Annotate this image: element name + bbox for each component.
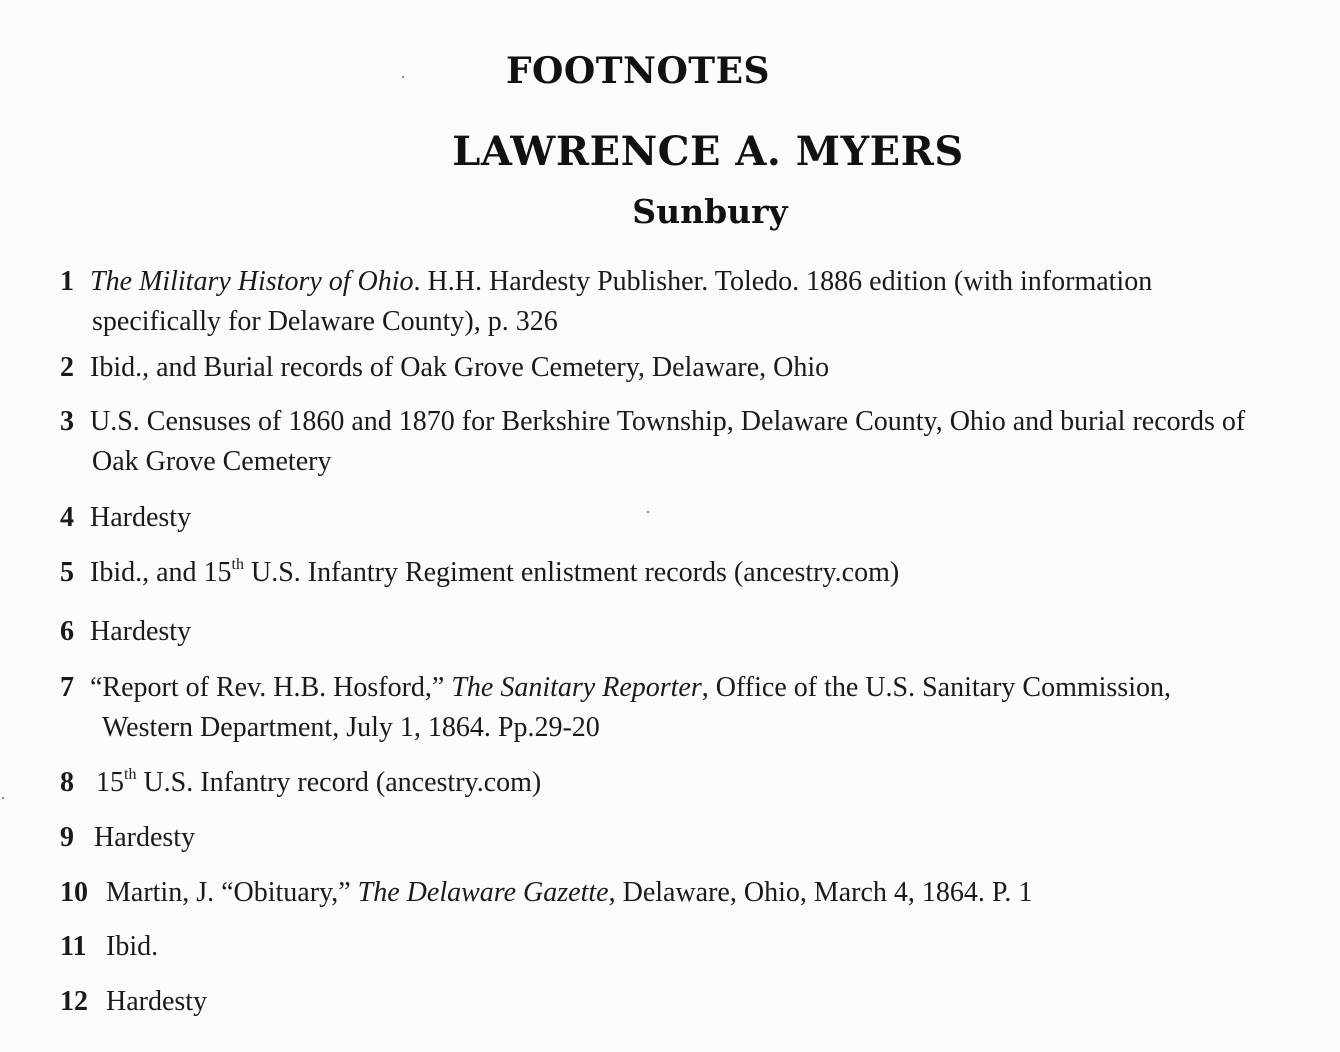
footnote-text: , Delaware, Ohio, March 4, 1864. P. 1 [608,877,1033,908]
footnote-number: 8 [60,767,74,798]
work-title: The Delaware Gazette [357,877,609,908]
footnote-text: Hardesty [106,986,208,1017]
footnote-text: . H.H. Hardesty Publisher. Toledo. 1886 edition (with information [413,266,1153,297]
footnote-text: Ibid. [106,931,159,962]
footnote-text: U.S. Censuses of 1860 and 1870 for Berkshire Township, Delaware County, Ohio and burial records of [90,406,1246,437]
page-heading: FOOTNOTES [505,50,771,92]
footnote-number: 9 [60,822,74,853]
person-name: LAWRENCE A. MYERS [452,128,964,175]
footnote-number: 6 [60,616,74,647]
footnote-number: 2 [60,352,74,383]
place-name: Sunbury [632,192,788,231]
footnote-number: 7 [60,672,74,703]
footnote-text-lead: Ibid., and 15 [90,557,232,588]
footnote-4 [60,498,191,538]
footnote-text: Hardesty [90,502,192,533]
footnote-number: 3 [60,406,74,437]
footnote-5 [60,553,899,593]
footnote-text: Hardesty [90,616,192,647]
footnote-10 [60,873,1032,913]
footnote-number: 1 [60,266,74,297]
work-title: The Military History of Ohio [90,266,414,297]
work-title: The Sanitary Reporter [451,672,702,703]
footnote-text: Ibid., and Burial records of Oak Grove Cemetery, Delaware, Ohio [90,352,830,383]
footnote-8 [60,763,541,803]
footnote-number: 5 [60,557,74,588]
footnote-text: Hardesty [94,822,196,853]
ordinal-suffix: th [124,766,137,783]
footnote-number: 12 [60,986,88,1017]
footnote-continuation: specifically for Delaware County), p. 326 [92,306,558,337]
footnote-continuation: Oak Grove Cemetery [92,446,332,477]
footnote-7 [60,668,1171,748]
footnote-number: 4 [60,502,74,533]
scan-speck [402,76,404,78]
footnote-6 [60,612,191,652]
ordinal-suffix: th [231,556,244,573]
footnote-text-lead: Martin, J. “Obituary,” [106,877,358,908]
footnote-12 [60,982,207,1022]
scan-speck [2,797,4,799]
footnote-number: 11 [60,931,87,962]
footnote-number: 10 [60,877,88,908]
footnote-text: U.S. Infantry Regiment enlistment records (ancestry.com) [243,557,900,588]
footnote-continuation: Western Department, July 1, 1864. Pp.29-20 [102,712,600,743]
scan-speck [647,511,649,513]
footnote-text-lead: 15 [96,767,124,798]
footnote-1 [60,262,1152,342]
footnote-2 [60,348,829,388]
footnote-text: U.S. Infantry record (ancestry.com) [136,767,542,798]
footnote-3 [60,402,1245,482]
footnote-text: , Office of the U.S. Sanitary Commission, [701,672,1171,703]
footnote-text-lead: “Report of Rev. H.B. Hosford,” [90,672,452,703]
footnote-11 [60,927,158,967]
footnote-9 [60,818,195,858]
